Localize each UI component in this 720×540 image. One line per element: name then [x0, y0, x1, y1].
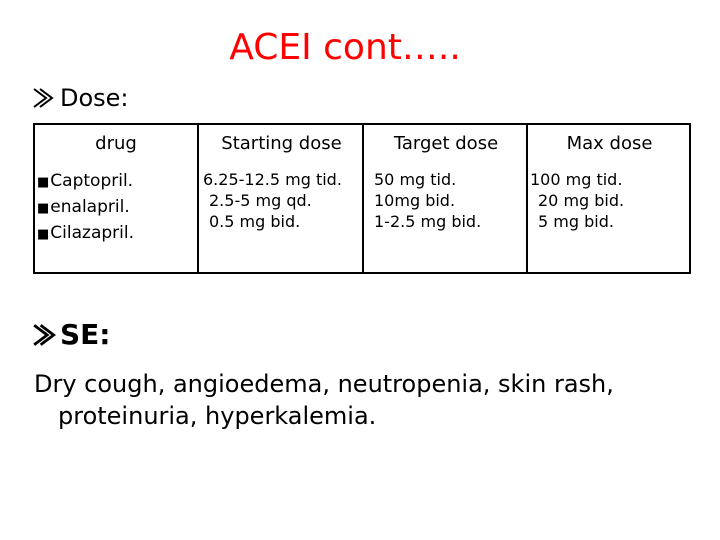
max-dose-cell: 100 mg tid. — [530, 170, 623, 189]
side-effects-line: Dry cough, angioedema, neutropenia, skin rash, — [34, 370, 614, 398]
dose-table — [33, 123, 691, 274]
starting-dose-cell: 2.5-5 mg qd. — [209, 191, 312, 210]
max-dose-column — [526, 125, 691, 272]
drug-cell: ■Captopril. — [37, 171, 134, 191]
square-bullet-icon: ■ — [37, 227, 50, 242]
square-bullet-icon: ■ — [37, 175, 50, 190]
starting-dose-cell: 6.25-12.5 mg tid. — [203, 170, 342, 189]
target-dose-cell: 1-2.5 mg bid. — [374, 212, 482, 231]
target-dose-cell: 10mg bid. — [374, 191, 456, 210]
max-dose-cell: 20 mg bid. — [538, 191, 625, 210]
starting-dose-cell: 0.5 mg bid. — [209, 212, 301, 231]
starting-dose-column — [197, 125, 364, 272]
target-dose-header: Target dose — [393, 133, 499, 154]
max-dose-header: Max dose — [566, 133, 653, 154]
drug-column — [35, 125, 197, 272]
drug-header: drug — [95, 133, 137, 154]
drug-cell: ■Cilazapril. — [37, 223, 135, 243]
se-bullet — [32, 318, 111, 351]
dose-bullet — [32, 84, 129, 112]
max-dose-cell: 5 mg bid. — [538, 212, 614, 231]
slide-title: ACEI cont….. — [229, 27, 461, 68]
side-effects-text — [34, 368, 684, 432]
square-bullet-icon: ■ — [37, 201, 50, 216]
dose-heading: Dose: — [60, 84, 129, 112]
arrow-bullet-icon — [32, 86, 56, 110]
target-dose-cell: 50 mg tid. — [374, 170, 457, 189]
se-heading: SE: — [60, 318, 111, 351]
side-effects-line: proteinuria, hyperkalemia. — [58, 402, 377, 430]
starting-dose-header: Starting dose — [221, 133, 342, 154]
arrow-bullet-icon — [32, 322, 58, 348]
drug-cell: ■enalapril. — [37, 197, 130, 217]
target-dose-column — [362, 125, 528, 272]
